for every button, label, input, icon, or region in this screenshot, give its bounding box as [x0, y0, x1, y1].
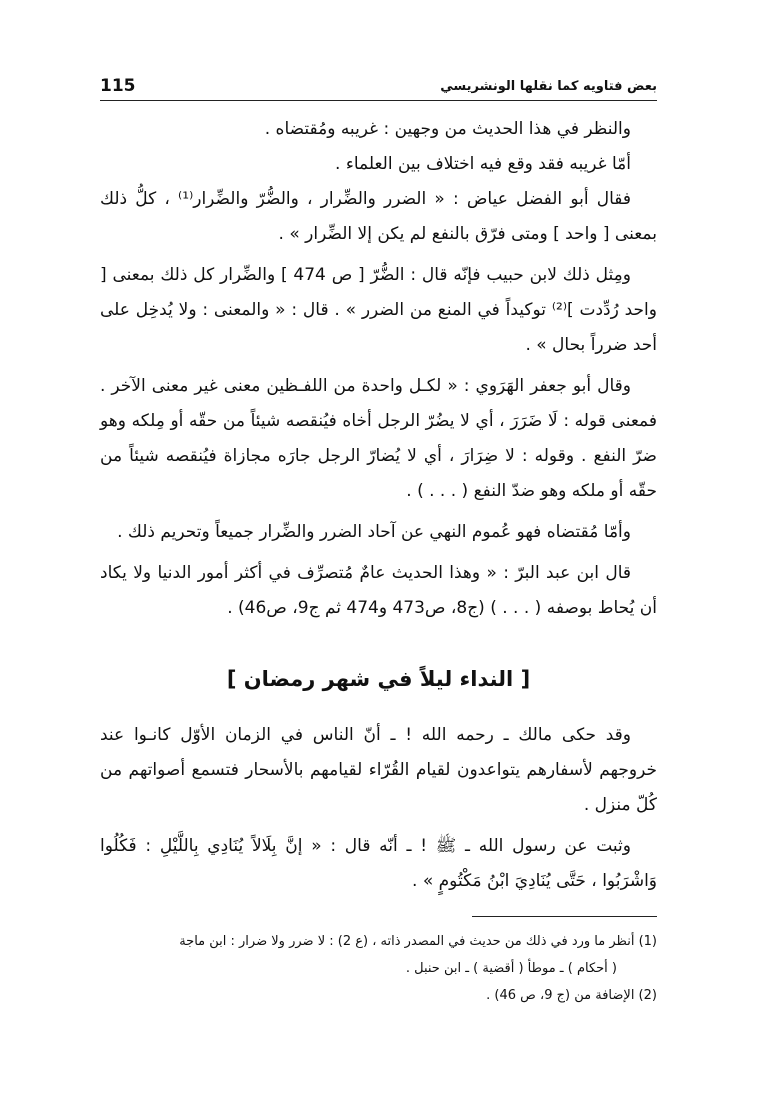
footnote-2: (2) الإضافة من (ج 9، ص 46) .	[486, 988, 657, 1003]
page-number: 115	[100, 76, 136, 96]
footnote-1-continued: ( أحكام ) ـ موطأ ( أقضية ) ـ ابن حنبل .	[405, 961, 617, 976]
footnote-divider	[472, 916, 657, 917]
running-title: بعض فتاويه كما نقلها الونشريسي	[440, 79, 657, 94]
paragraph-6: وأمّا مُقتضاه فهو عُموم النهي عن آحاد الضرر والضِّرار جميعاً وتحريم ذلك .	[117, 522, 631, 542]
paragraph-1: والنظر في هذا الحديث من وجهين : غريبه ومُقتضاه .	[264, 119, 631, 139]
paragraph-7: قال ابن عبد البرّ : « وهذا الحديث عامٌ مُتصرِّف في أكثر أمور الدنيا ولا يكاد أن يُحاط بوصفه ( . . . ) (ج8، ص473 و474 ثم ج9، ص46) .	[100, 563, 657, 618]
paragraph-2: أمّا غريبه فقد وقع فيه اختلاف بين العلماء .	[335, 154, 631, 174]
footnotes	[100, 928, 657, 1009]
main-text	[100, 112, 657, 899]
paragraph-8: وقد حكى مالك ـ رحمه الله ! ـ أنّ الناس في الزمان الأوّل كانـوا عند خروجهم لأسفارهم يتواعدون لقيام القُرّاء لقيامهم بالأسحار فتسمع أصواتهم من كُلّ منزل .	[100, 725, 657, 815]
paragraph-3: فقال أبو الفضل عياض : « الضرر والضِّرار ، والضُّرّ والضِّرار⁽¹⁾ ، كلُّ ذلك بمعنى [ واحد ] ومتى فرّق بالنفع لم يكن إلا الضِّرار » .	[100, 189, 657, 244]
footnote-1: (1) أنظر ما ورد في ذلك من حديث في المصدر ذاته ، (ع 2) : لا ضرر ولا ضرار : ابن ماجة	[179, 934, 657, 949]
paragraph-9: وثبت عن رسول الله ـ ﷺ ! ـ أنّه قال : « إنَّ بِلَالاً يُنَادِي بِاللَّيْلِ : فَكُلُوا وَاشْرَبُوا ، حَتَّى يُنَادِيَ ابْنُ مَكْتُومٍ » .	[100, 836, 657, 891]
paragraph-5: وقال أبو جعفر الهَرَوي : « لكـل واحدة من اللفـظين معنى غير معنى الآخر . فمعنى قوله : لَا ضَرَرَ ، أي لا يضُرّ الرجل أخاه فيُنقصه شيئاً من حقّه أو مِلكه وهو ضرّ النفع . وقوله : لا ضِرَارَ ، أي لا يُضارّ الرجل جارَه مجازاة فيُنقصه شيئاً من حقّه أو ملكه وهو ضدّ النفع ( . . . ) .	[100, 376, 657, 501]
section-heading: [ النداء ليلاً في شهر رمضان ]	[226, 667, 531, 691]
page-header	[100, 78, 657, 101]
paragraph-4: ومِثل ذلك لابن حبيب فإنّه قال : الضُّرّ [ ص 474 ] والضِّرار كل ذلك بمعنى [ واحد رُدِّدت ]⁽²⁾ توكيداً في المنع من الضرر » . قال : « والمعنى : ولا يُدخِل على أحد ضرراً بحال » .	[100, 265, 657, 355]
